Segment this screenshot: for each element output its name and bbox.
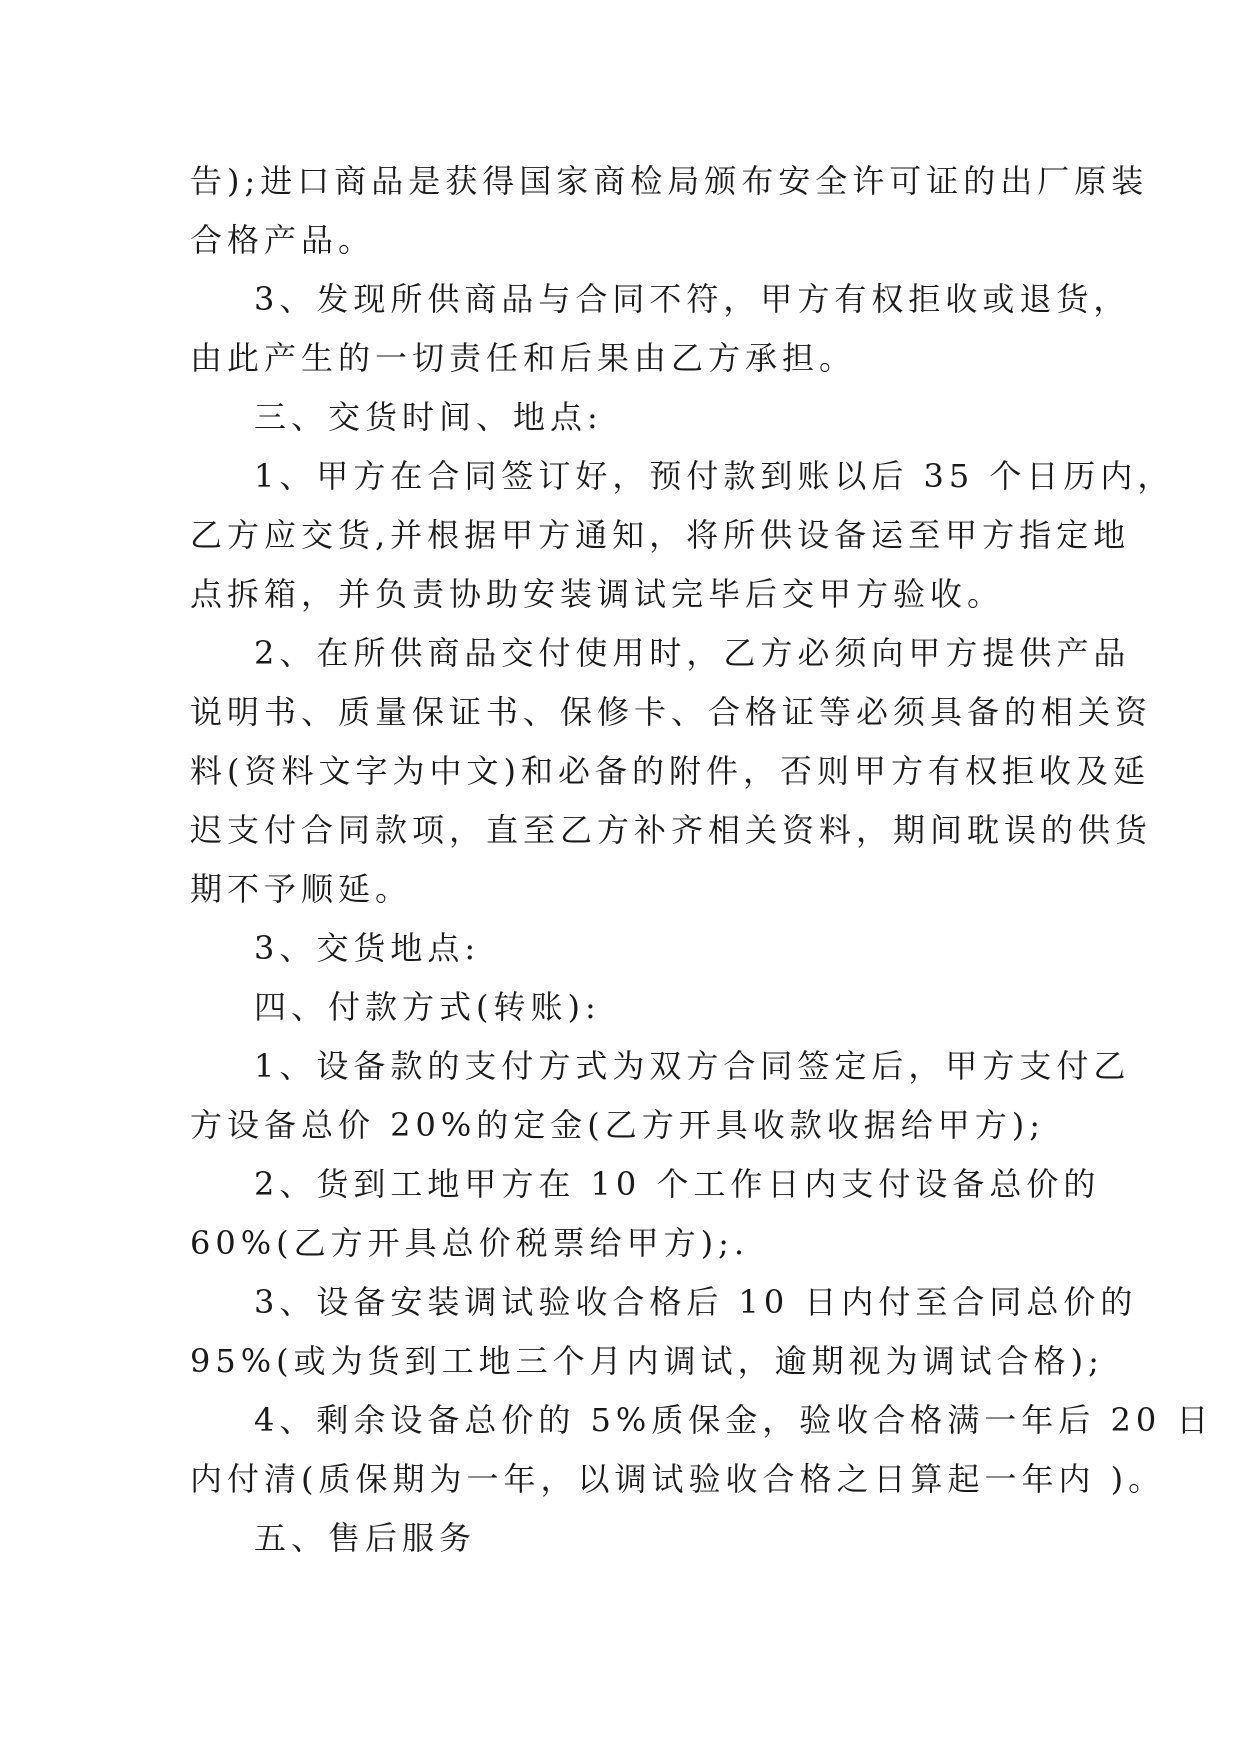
text-line: 内付清(质保期为一年，以调试验收合格之日算起一年内 )。	[190, 1460, 1166, 1498]
paragraph-line: 2、在所供商品交付使用时，乙方必须向甲方提供产品	[254, 634, 1131, 672]
text-line: 方设备总价 20%的定金(乙方开具收款收据给甲方);	[190, 1106, 1046, 1144]
text-line: 95%(或为货到工地三个月内调试，逾期视为调试合格);	[190, 1342, 1104, 1380]
text-line: 乙方应交货,并根据甲方通知，将所供设备运至甲方指定地	[190, 516, 1131, 554]
text-line: 点拆箱，并负责协助安装调试完毕后交甲方验收。	[190, 575, 1005, 613]
paragraph-line: 3、设备安装调试验收合格后 10 日内付至合同总价的	[254, 1283, 1138, 1321]
paragraph-line: 3、交货地点:	[254, 929, 481, 967]
text-line: 迟支付合同款项，直至乙方补齐相关资料，期间耽误的供货	[190, 811, 1153, 849]
text-line: 合格产品。	[190, 221, 376, 259]
paragraph-line: 1、设备款的支付方式为双方合同签定后，甲方支付乙	[254, 1047, 1131, 1085]
paragraph-line: 2、货到工地甲方在 10 个工作日内支付设备总价的	[254, 1165, 1101, 1203]
text-line: 告);进口商品是获得国家商检局颁布安全许可证的出厂原装	[190, 162, 1149, 200]
section-heading: 三、交货时间、地点:	[254, 398, 603, 436]
paragraph-line: 1、甲方在合同签订好，预付款到账以后 35 个日历内，	[254, 457, 1175, 495]
section-heading: 五、售后服务	[254, 1519, 477, 1557]
paragraph-line: 4、剩余设备总价的 5%质保金，验收合格满一年后 20 日	[254, 1401, 1214, 1439]
paragraph-line: 3、发现所供商品与合同不符，甲方有权拒收或退货，	[254, 280, 1131, 318]
document-body	[190, 152, 1214, 1568]
text-line: 60%(乙方开具总价税票给甲方);.	[190, 1224, 750, 1262]
text-line: 由此产生的一切责任和后果由乙方承担。	[190, 339, 857, 377]
section-heading: 四、付款方式(转账):	[254, 988, 601, 1026]
text-line: 期不予顺延。	[190, 870, 413, 908]
text-line: 料(资料文字为中文)和必备的附件，否则甲方有权拒收及延	[190, 752, 1150, 790]
text-line: 说明书、质量保证书、保修卡、合格证等必须具备的相关资	[190, 693, 1153, 731]
